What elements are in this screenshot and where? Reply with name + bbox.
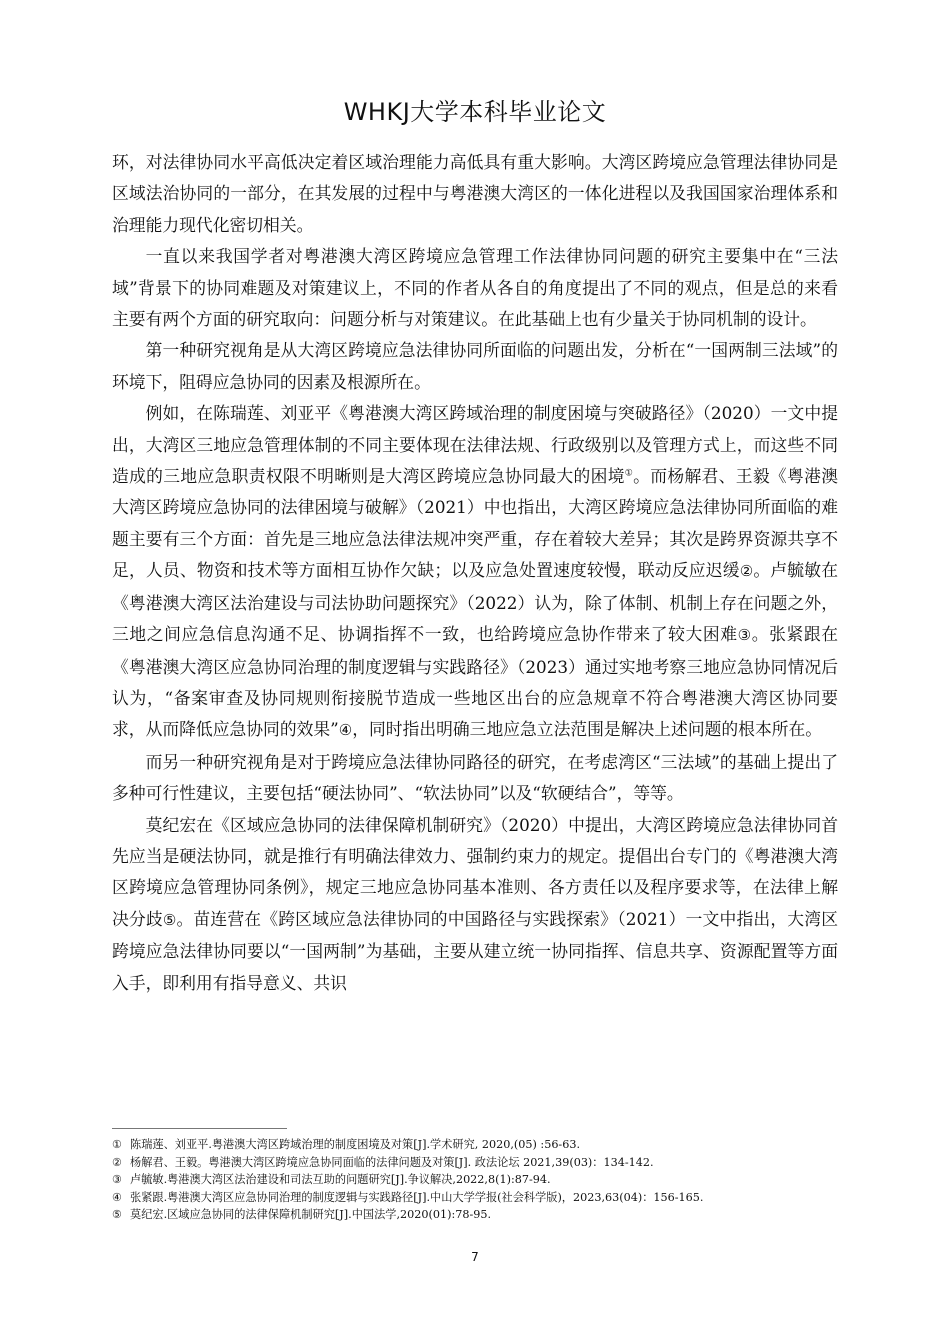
footnote-number: ③ [112, 1173, 123, 1186]
paragraph-text: 。苗连营在《跨区域应急法律协同的中国路径与实践探索》（2021）一文中指出，大湾区跨境应急法律协同要以“一国两制”为基础，主要从建立统一协同指挥、信息共享、资源配置等方面入手，即利用有指导意义、共识 [112, 908, 838, 993]
footnote-item [112, 1189, 852, 1207]
footnote-item [112, 1171, 852, 1189]
body-paragraph [112, 747, 838, 810]
footnote-item [112, 1154, 852, 1172]
paragraph-text: 。卢毓敏在《粤港澳大湾区法治建设与司法协助问题探究》（2022）认为，除了体制、机制上存在问题之外，三地之间应急信息沟通不足、协调指挥不一致，也给跨境应急协作带来了较大困难 [112, 560, 838, 645]
footnote-text: 莫纪宏.区域应急协同的法律保障机制研究[J].中国法学,2020(01):78-95. [130, 1208, 492, 1221]
page-header-title: WHKJ大学本科毕业论文 [343, 98, 607, 126]
footnote-marker: ② [739, 562, 754, 581]
body-paragraph [112, 398, 838, 746]
footnote-text: 张紧跟.粤港澳大湾区应急协同治理的制度逻辑与实践路径[J].中山大学学报(社会科学版)，2023,63(04)：156-165. [130, 1190, 704, 1204]
paragraph-text: 莫纪宏在《区域应急协同的法律保障机制研究》（2020）中提出，大湾区跨境应急法律协同首先应当是硬法协同，就是推行有明确法律效力、强制约束力的规定。提倡出台专门的《粤港澳大湾区跨境应急管理协同条例》，规定三地应急协同基本准则、各方责任以及程序要求等，在法律上解决分歧 [112, 814, 838, 929]
footnote-item [112, 1206, 852, 1224]
footnote-number: ② [112, 1155, 123, 1169]
footnote-marker: ③ [737, 626, 752, 645]
footnote-item [112, 1136, 852, 1154]
footnote-text: 杨解君、王毅。粤港澳大湾区跨境应急协同面临的法律问题及对策[J]. 政法论坛 2021,39(03)：134-142. [130, 1155, 654, 1169]
paragraph-text: 。而杨解君、王毅《粤港澳大湾区跨境应急协同的法律困境与破解》（2021）中也指出，大湾区跨境应急法律协同所面临的难题主要有三个方面：首先是三地应急法律法规冲突严重，存在着较大差异；其次是跨界资源共享不足，人员、物资和技术等方面相互协作欠缺；以及应急处置速度较慢，联动反应迟缓 [112, 466, 838, 581]
paragraph-text: 一直以来我国学者对粤港澳大湾区跨境应急管理工作法律协同问题的研究主要集中在“三法域”背景下的协同难题及对策建议上，不同的作者从各自的角度提出了不同的观点，但是总的来看主要有两个方面的研究取向：问题分析与对策建议。在此基础上也有少量关于协同机制的设计。 [112, 246, 838, 330]
footnote-number: ① [112, 1138, 123, 1151]
body-text [112, 147, 838, 999]
footnote-marker: ⑤ [162, 910, 177, 929]
page-number: 7 [471, 1250, 479, 1264]
footnote-marker: ① [624, 468, 634, 479]
paragraph-text: 。张紧跟在《粤港澳大湾区应急协同治理的制度逻辑与实践路径》（2023）通过实地考察三地应急协同情况后认为，“备案审查及协同规则衔接脱节造成一些地区出台的应急规章不符合粤港澳大湾区协同要求，从而降低应急协同的效果” [112, 624, 838, 740]
paragraph-text: 环，对法律协同水平高低决定着区域治理能力高低具有重大影响。大湾区跨境应急管理法律协同是区域法治协同的一部分，在其发展的过程中与粤港澳大湾区的一体化进程以及我国国家治理体系和治理能力现代化密切相关。 [112, 152, 838, 235]
footnote-text: 陈瑞莲、刘亚平.粤港澳大湾区跨域治理的制度困境及对策[J].学术研究, 2020,(05) :56-63. [130, 1138, 581, 1151]
body-paragraph [112, 335, 838, 398]
body-paragraph [112, 147, 838, 241]
footnote-marker: ④ [338, 721, 353, 740]
footnote-number: ⑤ [112, 1208, 123, 1221]
paragraph-text: 第一种研究视角是从大湾区跨境应急法律协同所面临的问题出发，分析在“一国两制三法域”的环境下，阻碍应急协同的因素及根源所在。 [112, 340, 838, 392]
body-paragraph [112, 241, 838, 335]
paragraph-text: 而另一种研究视角是对于跨境应急法律协同路径的研究，在考虑湾区“三法域”的基础上提出了多种可行性建议，主要包括“硬法协同”、“软法协同”以及“软硬结合”，等等。 [112, 751, 838, 804]
body-paragraph [112, 810, 838, 999]
footnote-text: 卢毓敏.粤港澳大湾区法治建设和司法互助的问题研究[J].争议解决,2022,8(1):87-94. [130, 1173, 551, 1186]
footnote-separator [112, 1128, 287, 1129]
paragraph-text: ，同时指出明确三地应急立法范围是解决上述问题的根本所在。 [352, 719, 823, 740]
footnote-number: ④ [112, 1190, 123, 1204]
footnotes [112, 1136, 852, 1224]
paragraph-text: 例如，在陈瑞莲、刘亚平《粤港澳大湾区跨域治理的制度困境与突破路径》（2020）一文中提出，大湾区三地应急管理体制的不同主要体现在法律法规、行政级别以及管理方式上，而这些不同造成的三地应急职责权限不明晰则是大湾区跨境应急协同最大的困境 [112, 403, 838, 487]
